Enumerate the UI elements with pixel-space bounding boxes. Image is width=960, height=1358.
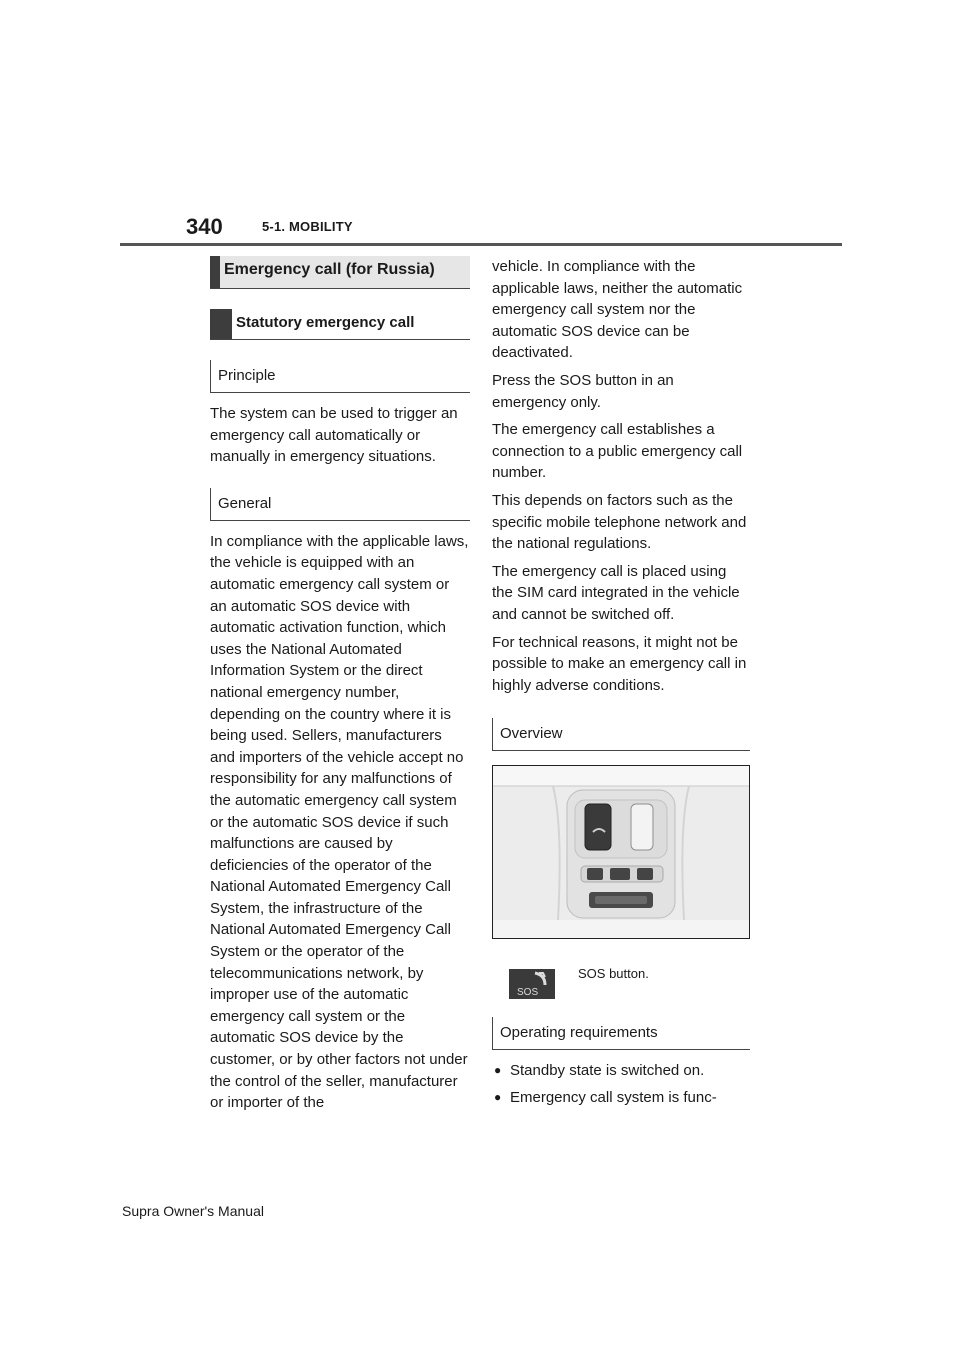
paragraph-4: This depends on factors such as the specific mobile telephone network and the national regulations. [492, 491, 747, 553]
legend-text: SOS button. [578, 966, 649, 982]
chapter-title: 5-1. MOBILITY [262, 219, 353, 234]
section-title: Emergency call (for Russia) [224, 261, 435, 278]
footer-text: Supra Owner's Manual [122, 1203, 264, 1219]
section-heading [210, 256, 470, 289]
header-rule [120, 243, 842, 246]
overview-heading [492, 718, 750, 751]
figure-legend [492, 955, 750, 1005]
subsection-title: Statutory emergency call [236, 314, 415, 331]
sos-button-illustration [585, 804, 611, 850]
operating-requirements-heading [492, 1017, 750, 1050]
general-paragraph: In compliance with the applicable laws, the vehicle is equipped with an automatic emergency call system or an automatic SOS device with automatic activation function, which uses the National Automated Information System or the direct national emergency number, depending on the country where it is being used. Sellers, manufacturers and importers of the vehicle accept no responsibility for any malfunctions of the automatic emergency call system or the automatic SOS device if such malfunctions are caused by deficiencies of the operator of the National Automated Emergency Call System, the infrastructure of the National Automated Emergency Call System or the operator of the telecommunications network, by improper use of the automatic emergency call system or the automatic SOS device by the customer, or by other factors not under the control of the seller, manufacturer or importer of the [210, 532, 469, 1112]
general-heading-text: General [218, 494, 272, 512]
principle-paragraph: The system can be used to trigger an emergency call automatically or manually in emergency situations. [210, 405, 458, 466]
list-item: ● Emergency call system is func- [492, 1087, 750, 1109]
right-column [492, 256, 750, 1108]
sos-icon-label: SOS [517, 987, 539, 999]
list-item: ● Standby state is switched on. [492, 1060, 750, 1082]
page-number: 340 [186, 214, 223, 239]
overview-heading-text: Overview [500, 725, 563, 743]
subsection-heading-bar [210, 309, 232, 339]
paragraph-1: vehicle. In compliance with the applicable laws, neither the automatic emergency call system nor the automatic SOS device can be deactivated. [492, 258, 743, 362]
paragraph-5: The emergency call is placed using the SIM card integrated in the vehicle and cannot be switched off. [492, 562, 740, 623]
operating-requirements-heading-text: Operating requirements [500, 1024, 658, 1042]
left-column [210, 256, 470, 1114]
principle-heading-text: Principle [218, 367, 276, 384]
paragraph-6: For technical reasons, it might not be possible to make an emergency call in highly adverse conditions. [492, 633, 747, 694]
sos-icon [509, 969, 555, 999]
general-heading [210, 488, 470, 521]
overhead-console-illustration [493, 766, 749, 938]
overhead-console-figure [492, 765, 750, 939]
principle-heading [210, 360, 470, 393]
paragraph-2: Press the SOS button in an emergency only. [492, 371, 674, 411]
paragraph-3: The emergency call establishes a connection to a public emergency call number. [492, 421, 743, 482]
requirements-list [492, 1060, 750, 1108]
section-heading-bar [210, 256, 220, 288]
subsection-heading [210, 309, 470, 340]
